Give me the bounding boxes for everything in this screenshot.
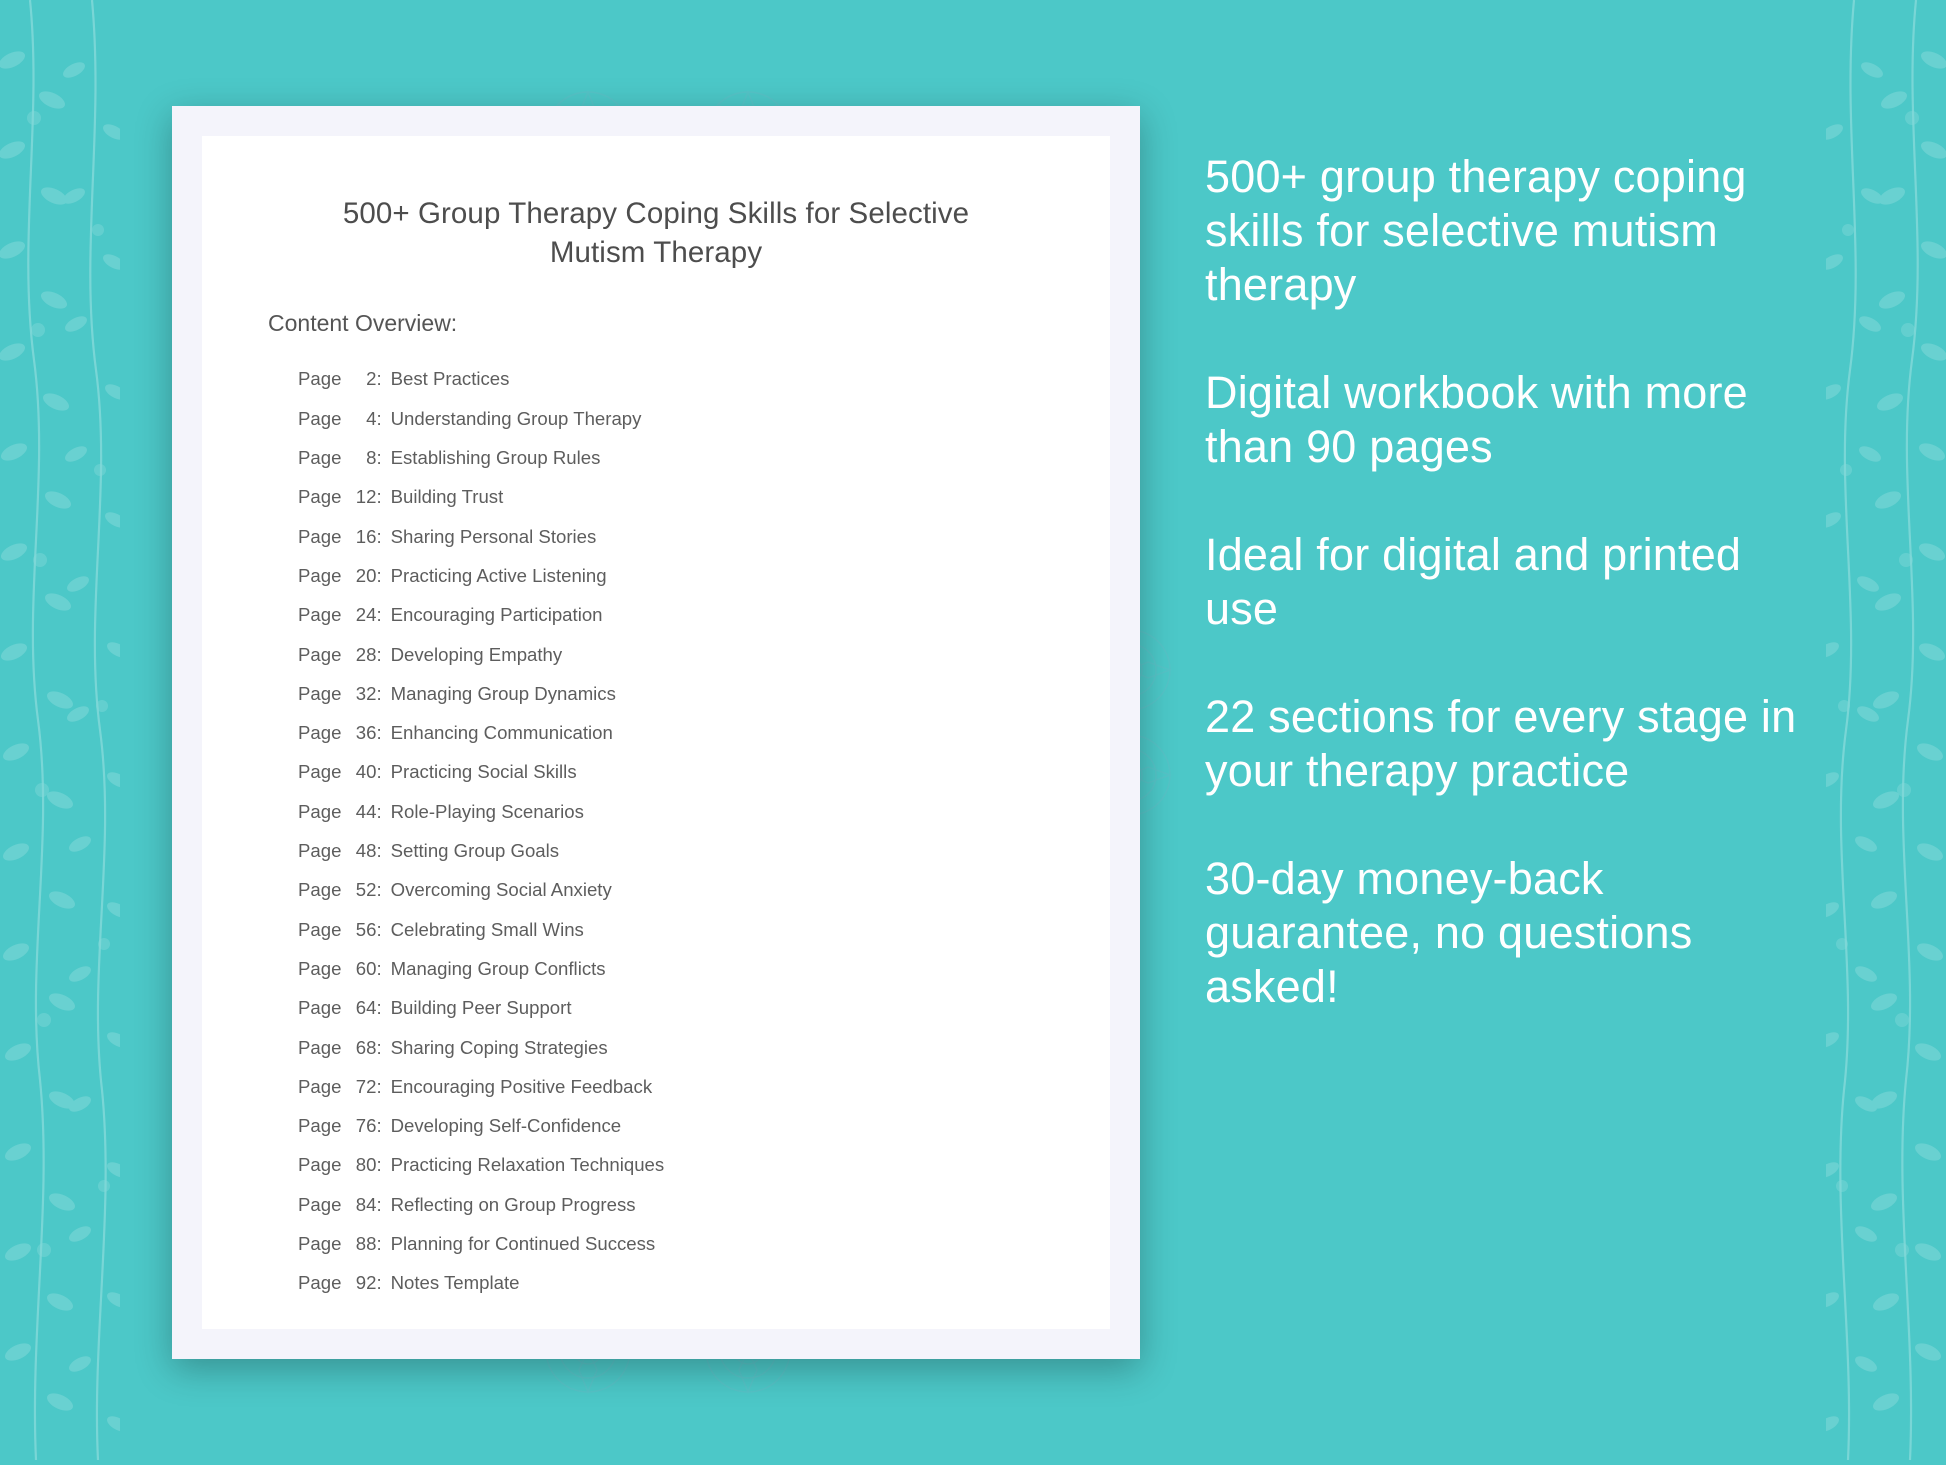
toc-entry[interactable] — [298, 910, 1110, 949]
toc-topic: Understanding Group Therapy — [390, 407, 642, 429]
toc-page-number: 2 — [366, 368, 377, 390]
document-page — [202, 136, 1110, 1329]
toc-topic: Establishing Group Rules — [390, 447, 601, 469]
toc-page-word: Page — [298, 800, 342, 822]
toc-colon: : — [376, 1272, 382, 1294]
toc-topic: Best Practices — [390, 368, 510, 390]
toc-colon: : — [376, 1075, 382, 1097]
botanical-border-left — [0, 0, 120, 1460]
toc-page-number: 68 — [355, 1036, 377, 1058]
toc-colon: : — [376, 918, 382, 940]
toc-entry[interactable] — [298, 831, 1110, 870]
marketing-bullet: 30-day money-back guarantee, no questions asked! — [1205, 853, 1693, 1012]
marketing-column — [1205, 150, 1805, 1068]
marketing-bullet: Digital workbook with more than 90 pages — [1205, 367, 1748, 472]
table-of-contents — [202, 337, 1110, 1302]
toc-page-word: Page — [298, 486, 342, 508]
toc-colon: : — [376, 682, 382, 704]
toc-entry[interactable] — [298, 399, 1110, 438]
toc-page-word: Page — [298, 722, 342, 744]
toc-page-word: Page — [298, 643, 342, 665]
toc-colon: : — [376, 722, 382, 744]
toc-colon: : — [376, 447, 382, 469]
toc-page-number: 12 — [355, 486, 377, 508]
toc-topic: Role-Playing Scenarios — [390, 800, 584, 822]
page-title: 500+ Group Therapy Coping Skills for Selective Mutism Therapy — [342, 197, 970, 270]
toc-entry[interactable] — [298, 1028, 1110, 1067]
marketing-bullet: 500+ group therapy coping skills for selective mutism therapy — [1205, 151, 1747, 310]
botanical-border-right — [1826, 0, 1946, 1460]
toc-entry[interactable] — [298, 1185, 1110, 1224]
toc-entry[interactable] — [298, 359, 1110, 398]
toc-colon: : — [376, 486, 382, 508]
toc-topic: Building Peer Support — [390, 997, 572, 1019]
toc-page-word: Page — [298, 1075, 342, 1097]
toc-page-word: Page — [298, 1154, 342, 1176]
toc-entry[interactable] — [298, 870, 1110, 909]
toc-page-word: Page — [298, 1272, 342, 1294]
toc-page-number: 28 — [355, 643, 377, 665]
toc-page-word: Page — [298, 525, 342, 547]
toc-page-number: 92 — [355, 1272, 377, 1294]
toc-topic: Practicing Social Skills — [390, 761, 577, 783]
marketing-bullet: 22 sections for every stage in your therapy practice — [1205, 691, 1797, 796]
toc-page-number: 36 — [355, 722, 377, 744]
toc-page-word: Page — [298, 997, 342, 1019]
toc-page-number: 24 — [355, 604, 377, 626]
toc-entry[interactable] — [298, 438, 1110, 477]
toc-colon: : — [376, 604, 382, 626]
toc-page-number: 56 — [355, 918, 377, 940]
toc-page-number: 8 — [366, 447, 377, 469]
toc-page-word: Page — [298, 761, 342, 783]
toc-page-number: 72 — [355, 1075, 377, 1097]
toc-topic: Encouraging Participation — [390, 604, 603, 626]
toc-page-number: 44 — [355, 800, 377, 822]
toc-topic: Practicing Active Listening — [390, 564, 607, 586]
toc-page-word: Page — [298, 447, 342, 469]
toc-entry[interactable] — [298, 1145, 1110, 1184]
toc-topic: Developing Empathy — [390, 643, 563, 665]
toc-colon: : — [376, 1154, 382, 1176]
toc-colon: : — [376, 997, 382, 1019]
toc-page-number: 40 — [355, 761, 377, 783]
toc-entry[interactable] — [298, 674, 1110, 713]
toc-colon: : — [376, 879, 382, 901]
document-card — [172, 106, 1140, 1359]
toc-page-word: Page — [298, 1233, 342, 1254]
toc-page-number: 32 — [355, 682, 377, 704]
toc-page-word: Page — [298, 918, 342, 940]
toc-colon: : — [376, 800, 382, 822]
toc-colon: : — [376, 1115, 382, 1137]
toc-page-word: Page — [298, 1115, 342, 1137]
toc-page-number: 52 — [355, 879, 377, 901]
toc-colon: : — [376, 840, 382, 862]
toc-topic: Enhancing Communication — [390, 722, 613, 744]
toc-entry[interactable] — [298, 1263, 1110, 1302]
toc-page-word: Page — [298, 368, 342, 390]
toc-topic: Practicing Relaxation Techniques — [390, 1154, 665, 1176]
toc-entry[interactable] — [298, 477, 1110, 516]
toc-topic: Planning for Continued Success — [390, 1233, 656, 1254]
toc-page-word: Page — [298, 957, 342, 979]
toc-colon: : — [376, 1193, 382, 1215]
toc-entry[interactable] — [298, 556, 1110, 595]
toc-entry[interactable] — [298, 988, 1110, 1027]
toc-page-number: 88 — [355, 1233, 377, 1254]
toc-entry[interactable] — [298, 595, 1110, 634]
toc-topic: Reflecting on Group Progress — [390, 1193, 636, 1215]
toc-colon: : — [376, 957, 382, 979]
toc-page-number: 80 — [355, 1154, 377, 1176]
toc-page-word: Page — [298, 604, 342, 626]
toc-page-word: Page — [298, 682, 342, 704]
toc-topic: Encouraging Positive Feedback — [390, 1075, 653, 1097]
toc-topic: Sharing Personal Stories — [390, 525, 597, 547]
toc-page-number: 4 — [366, 407, 377, 429]
toc-topic: Celebrating Small Wins — [390, 918, 584, 940]
toc-page-word: Page — [298, 564, 342, 586]
toc-page-number: 60 — [355, 957, 377, 979]
toc-page-number: 20 — [355, 564, 377, 586]
toc-topic: Setting Group Goals — [390, 840, 560, 862]
toc-colon: : — [376, 368, 382, 390]
toc-entry[interactable] — [298, 517, 1110, 556]
toc-entry[interactable] — [298, 1224, 1110, 1263]
toc-colon: : — [376, 643, 382, 665]
toc-entry[interactable] — [298, 1067, 1110, 1106]
toc-colon: : — [376, 525, 382, 547]
toc-entry[interactable] — [298, 752, 1110, 791]
toc-entry[interactable] — [298, 1106, 1110, 1145]
toc-page-number: 48 — [355, 840, 377, 862]
toc-entry[interactable] — [298, 713, 1110, 752]
toc-page-word: Page — [298, 840, 342, 862]
toc-page-word: Page — [298, 1036, 342, 1058]
toc-colon: : — [376, 761, 382, 783]
toc-topic: Notes Template — [390, 1272, 520, 1294]
toc-page-number: 76 — [355, 1115, 377, 1137]
toc-page-word: Page — [298, 1193, 342, 1215]
toc-topic: Developing Self-Confidence — [390, 1115, 622, 1137]
toc-colon: : — [376, 564, 382, 586]
toc-entry[interactable] — [298, 792, 1110, 831]
content-overview-label: Content Overview: — [268, 310, 458, 337]
toc-page-word: Page — [298, 407, 342, 429]
toc-topic: Managing Group Dynamics — [390, 682, 616, 704]
toc-topic: Building Trust — [390, 486, 504, 508]
toc-topic: Managing Group Conflicts — [390, 957, 606, 979]
toc-colon: : — [376, 1036, 382, 1058]
toc-entry[interactable] — [298, 635, 1110, 674]
marketing-bullet: Ideal for digital and printed use — [1205, 529, 1742, 634]
toc-topic: Overcoming Social Anxiety — [390, 879, 612, 901]
toc-page-number: 84 — [355, 1193, 377, 1215]
toc-page-number: 64 — [355, 997, 377, 1019]
toc-page-word: Page — [298, 879, 342, 901]
toc-topic: Sharing Coping Strategies — [390, 1036, 608, 1058]
toc-entry[interactable] — [298, 949, 1110, 988]
toc-colon: : — [376, 407, 382, 429]
toc-colon: : — [376, 1233, 382, 1254]
toc-page-number: 16 — [355, 525, 377, 547]
